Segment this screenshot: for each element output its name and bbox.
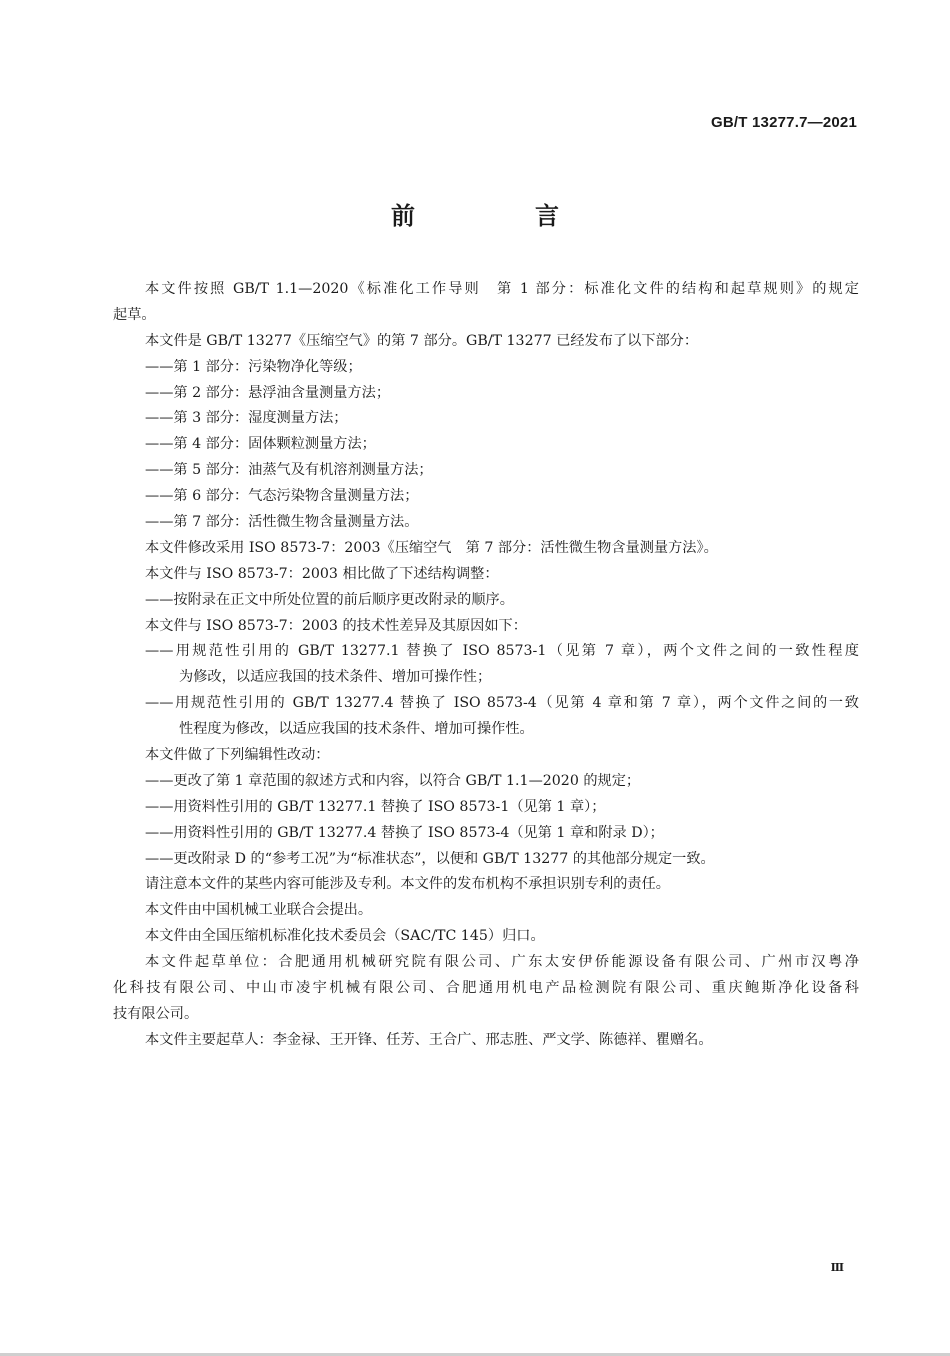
list-item-continuation: 性程度为修改，以适应我国的技术条件、增加可操作性。	[179, 721, 534, 738]
list-item: ——第 7 部分：活性微生物含量测量方法。	[145, 514, 419, 531]
list-item: ——第 3 部分：湿度测量方法；	[145, 410, 348, 427]
paragraph-line: 本文件按照 GB/T 1.1—2020《标准化工作导则 第 1 部分：标准化文件的结构和起草规则》的规定	[145, 281, 859, 297]
paragraph-line: 本文件起草单位：合肥通用机械研究院有限公司、广东太安伊侨能源设备有限公司、广州市汉粤净	[145, 954, 859, 971]
list-item: ——第 4 部分：固体颗粒测量方法；	[145, 436, 376, 453]
foreword-body	[113, 277, 859, 1054]
list-item-continuation: 为修改，以适应我国的技术条件、增加可操作性；	[179, 669, 492, 686]
paragraph-line: 本文件做了下列编辑性改动：	[145, 747, 330, 764]
list-item: ——用资料性引用的 GB/T 13277.4 替换了 ISO 8573-4（见第 1 章和附录 D）；	[145, 824, 664, 841]
paragraph-line: 化科技有限公司、中山市凌宇机械有限公司、合肥通用机电产品检测院有限公司、重庆鲍斯净化设备科	[113, 980, 859, 997]
list-item: ——按附录在正文中所处位置的前后顺序更改附录的顺序。	[145, 591, 514, 608]
paragraph-line: 本文件主要起草人：李金禄、王开锋、任芳、王合广、邢志胜、严文学、陈德祥、瞿赠名。	[145, 1031, 713, 1048]
paragraph-line: 请注意本文件的某些内容可能涉及专利。本文件的发布机构不承担识别专利的责任。	[145, 876, 670, 893]
list-item: ——用规范性引用的 GB/T 13277.1 替换了 ISO 8573-1（见第 7 章），两个文件之间的一致性程度	[145, 643, 859, 660]
list-item: ——更改附录 D 的“参考工况”为“标准状态”，以便和 GB/T 13277 的其他部分规定一致。	[145, 850, 715, 867]
list-item: ——第 5 部分：油蒸气及有机溶剂测量方法；	[145, 462, 433, 479]
page-title: 前 言	[391, 201, 607, 230]
paragraph-line: 本文件由中国机械工业联合会提出。	[145, 902, 373, 919]
paragraph-line: 本文件与 ISO 8573-7：2003 相比做了下述结构调整：	[145, 565, 499, 582]
list-item: ——第 6 部分：气态污染物含量测量方法；	[145, 488, 419, 505]
page-number: Ⅲ	[830, 1261, 844, 1274]
paragraph-line: 本文件由全国压缩机标准化技术委员会（SAC/TC 145）归口。	[145, 928, 545, 945]
paragraph-line: 本文件与 ISO 8573-7：2003 的技术性差异及其原因如下：	[145, 617, 527, 634]
paragraph-line: 起草。	[113, 306, 156, 323]
list-item: ——第 2 部分：悬浮油含量测量方法；	[145, 384, 391, 401]
paragraph-line: 本文件是 GB/T 13277《压缩空气》的第 7 部分。GB/T 13277 已经发布了以下部分：	[145, 332, 699, 349]
list-item: ——用规范性引用的 GB/T 13277.4 替换了 ISO 8573-4（见第 4 章和第 7 章），两个文件之间的一致	[145, 695, 859, 712]
list-item: ——第 1 部分：污染物净化等级；	[145, 358, 362, 375]
standard-code: GB/T 13277.7—2021	[711, 114, 857, 131]
list-item: ——用资料性引用的 GB/T 13277.1 替换了 ISO 8573-1（见第 1 章）；	[145, 798, 606, 815]
list-item: ——更改了第 1 章范围的叙述方式和内容，以符合 GB/T 1.1—2020 的规定；	[145, 772, 641, 789]
paragraph-line: 本文件修改采用 ISO 8573-7：2003《压缩空气 第 7 部分：活性微生物含量测量方法》。	[145, 539, 718, 556]
paragraph-line: 技有限公司。	[113, 1005, 199, 1022]
